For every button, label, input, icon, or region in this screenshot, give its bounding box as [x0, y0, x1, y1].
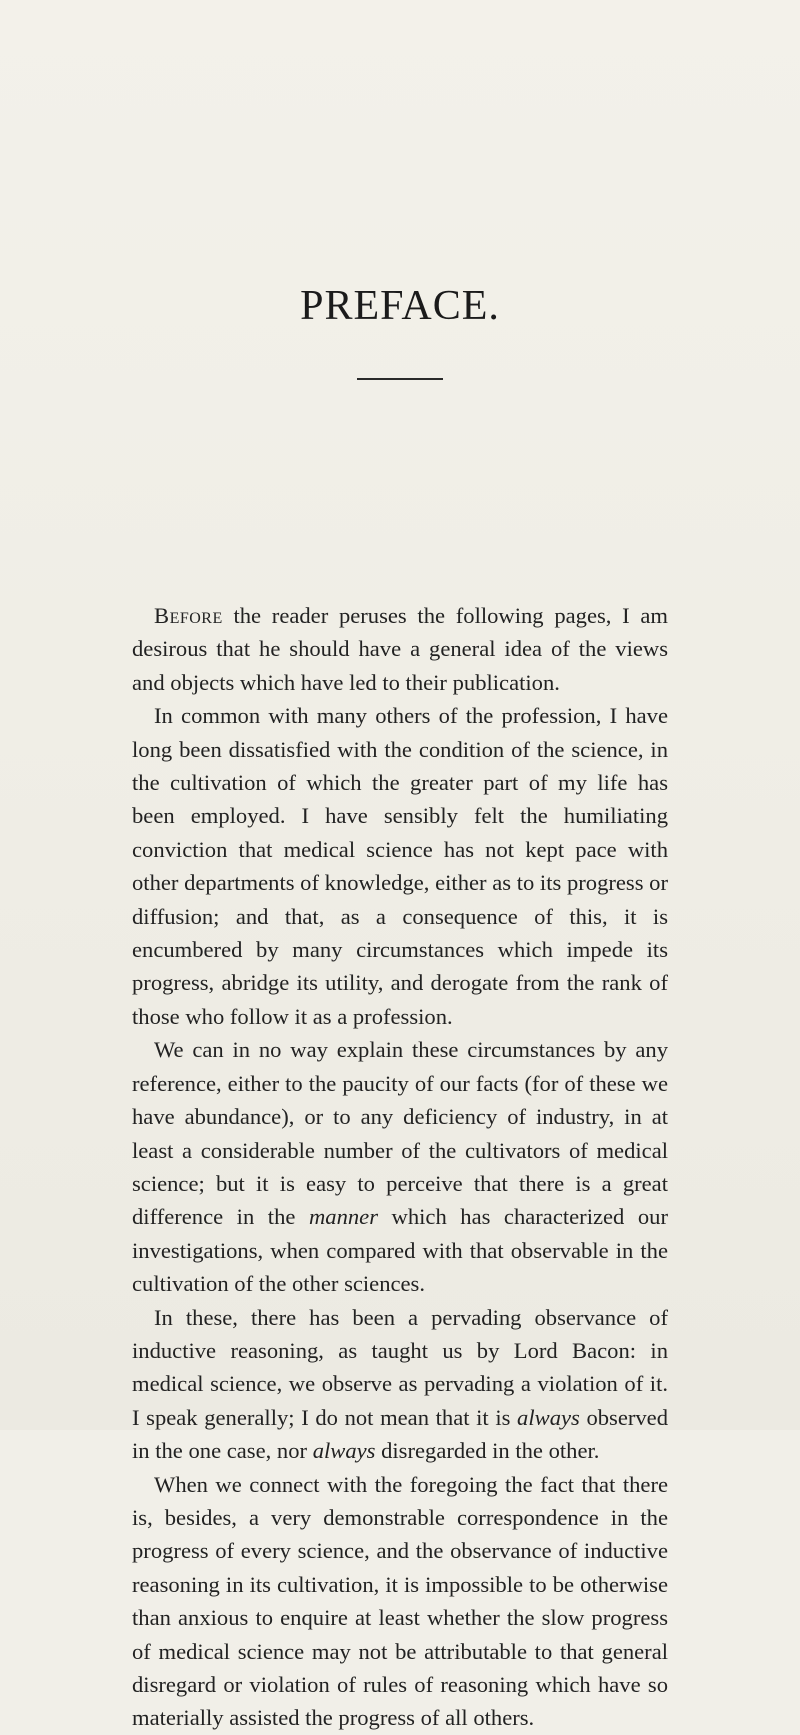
title-divider	[357, 378, 443, 380]
paragraph-2: In common with many others of the profession, I have long been dissatisfied with the condition of the science, in the cultivation of which the greater part of my life has been employed. I have sensibly felt the humiliating conviction that medical science has not kept pace with other departments of knowledge, either as to its progress or diffusion; and that, as a consequence of this, it is encumbered by many circumstances which impede its progress, abridge its utility, and derogate from the rank of those who follow it as a profession.	[132, 703, 668, 1029]
paragraph-5: When we connect with the foregoing the fact that there is, besides, a very demonstrable correspondence in the progress of every science, and the observance of inductive reasoning in its cultivation, it is impossible to be otherwise than anxious to enquire at least whether the slow progress of medical science may not be attributable to that general disregard or violation of rules of reasoning which have so materially assisted the progress of all others.	[132, 1471, 668, 1731]
paragraph-1	[132, 599, 668, 699]
page-title: PREFACE.	[300, 283, 500, 329]
paragraph-4	[132, 1301, 668, 1468]
paragraph-4-text-a: In these, there has been a pervading observance of inductive reasoning, as taught us by Lord Bacon: in medical science, we observe as pervading a violation of it. I speak generally; I do not mean that it is	[132, 1304, 668, 1430]
paragraph-3-emphasis: manner	[308, 1204, 378, 1230]
paragraph-3-text-b: which has characterized our investigations, when compared with that observable in the cultivation of the other sciences.	[132, 1204, 668, 1297]
paragraph-lead-word: Before	[154, 603, 223, 628]
paragraph-4-emphasis-2: always	[312, 1438, 376, 1464]
paragraph-4-text-c: disregarded in the other.	[375, 1438, 600, 1464]
paragraph-3-text-a: We can in no way explain these circumstances by any reference, either to the paucity of our facts (for of these we have abundance), or to any deficiency of industry, in at least a considerable number of the cultivators of medical science; but it is easy to perceive that there is a great difference in the	[132, 1037, 668, 1230]
paragraph-4-emphasis-1: always	[517, 1404, 580, 1430]
preface-body	[132, 599, 668, 1735]
paragraph-3	[132, 1033, 668, 1300]
paragraph-4-text-b: observed in the one case, nor	[132, 1404, 669, 1464]
paragraph-1-text: the reader peruses the following pages, I am desirous that he should have a general idea of the views and objects which have led to their publication.	[132, 603, 668, 695]
